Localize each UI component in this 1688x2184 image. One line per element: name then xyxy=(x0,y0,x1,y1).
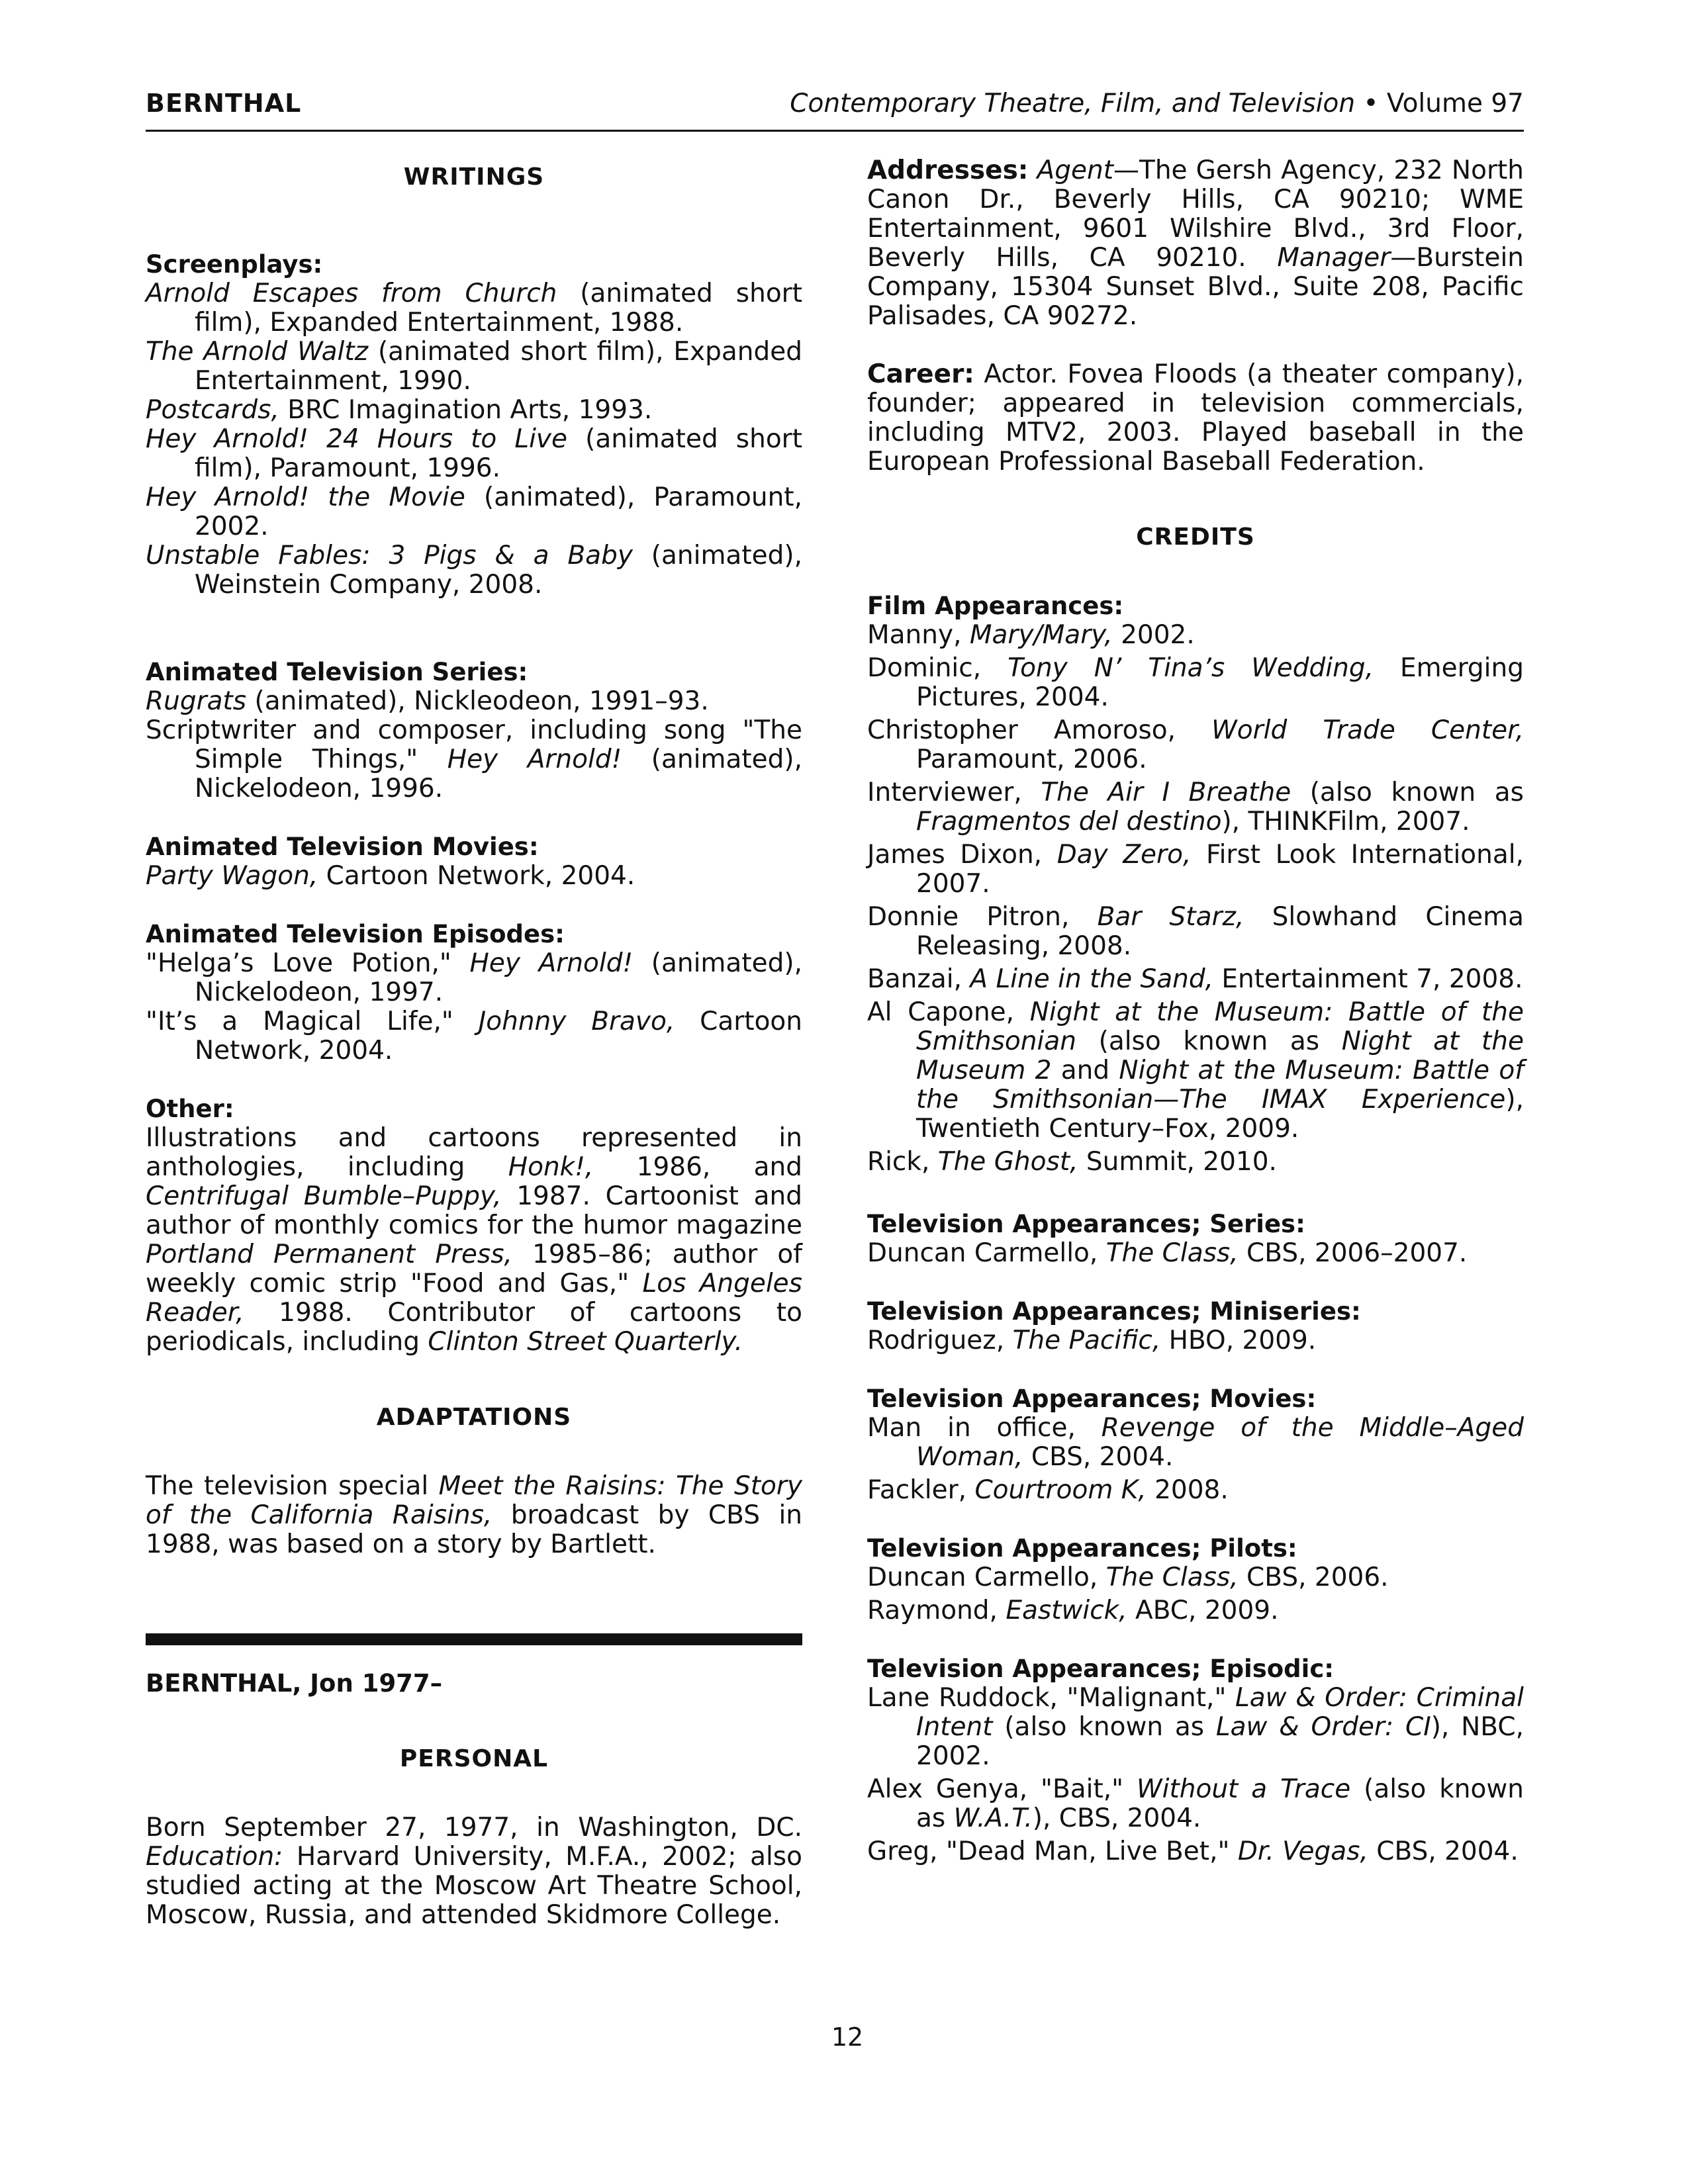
credit-title: Day Zero, xyxy=(1056,840,1192,870)
credit-title: The Air I Breathe xyxy=(1041,778,1291,807)
text-run: 1985–86; author of weekly comic strip "Food and Gas," xyxy=(146,1240,802,1298)
subhead-other: Other: xyxy=(146,1095,234,1123)
credit-detail: CBS, 2006. xyxy=(1238,1563,1389,1592)
text-run: —Burstein Company, 15304 Sunset Blvd., Suite 208, Pacific Palisades, CA 90272. xyxy=(867,243,1524,331)
credit-title: Night at the Museum 2 xyxy=(916,1026,1524,1085)
credit-detail: (animated), Nickleodeon, 1991–93. xyxy=(246,686,709,716)
subhead-screenplays: Screenplays: xyxy=(146,250,323,279)
credit-detail: (animated), Weinstein Company, 2008. xyxy=(195,541,802,600)
credit-title: W.A.T. xyxy=(953,1803,1033,1833)
credit-detail: (also known as xyxy=(1291,778,1524,807)
credit-detail: ABC, 2009. xyxy=(1127,1596,1279,1625)
credit-entry xyxy=(867,1476,1524,1505)
credit-title: Hey Arnold! 24 Hours to Live xyxy=(146,424,568,454)
credit-entry xyxy=(867,1775,1524,1833)
publication-title: Contemporary Theatre, Film, and Television xyxy=(790,89,1356,118)
text-italic: Portland Permanent Press, xyxy=(146,1240,512,1269)
credit-entry xyxy=(146,483,802,541)
credit-role: Dominic, xyxy=(867,653,1008,683)
credit-title: Revenge of the Middle–Aged Woman, xyxy=(916,1413,1524,1472)
credit-entry xyxy=(146,541,802,600)
credit-title: Arnold Escapes from Church xyxy=(146,279,557,308)
credit-role: Donnie Pitron, xyxy=(867,902,1098,932)
header-rule xyxy=(146,130,1524,132)
section-title-credits: CREDITS xyxy=(1136,523,1255,551)
credit-detail: (animated), Nickelodeon, 1996. xyxy=(195,745,802,803)
credit-entry xyxy=(867,1563,1524,1592)
credit-entry xyxy=(867,1239,1524,1268)
text-italic: Education: xyxy=(146,1842,283,1872)
label-career: Career: xyxy=(867,359,974,389)
credit-detail: Entertainment 7, 2008. xyxy=(1213,964,1523,994)
text-italic: Honk!, xyxy=(508,1152,594,1182)
credit-title: The Ghost, xyxy=(937,1147,1078,1177)
credit-entry xyxy=(867,1684,1524,1771)
credit-role: Alex Genya, "Bait," xyxy=(867,1774,1137,1804)
credit-title: Night at the Museum: Battle of the Smithsonian xyxy=(916,997,1524,1056)
credit-title: Courtroom K, xyxy=(974,1475,1147,1505)
text-run: 1988. Contributor of cartoons to periodicals, including xyxy=(146,1298,802,1357)
credit-role: Lane Ruddock, "Malignant," xyxy=(867,1683,1236,1713)
volume-label: • Volume 97 xyxy=(1355,89,1524,118)
text-italic: Meet the Raisins: The Story of the California Raisins, xyxy=(146,1471,802,1530)
credit-title: Party Wagon, xyxy=(146,861,318,891)
credit-entry xyxy=(867,841,1524,899)
credit-detail: Cartoon Network, 2004. xyxy=(318,861,635,891)
credit-title: Law & Order: CI xyxy=(1215,1712,1431,1742)
text-run: Harvard University, M.F.A., 2002; also studied acting at the Moscow Art Theatre School, Moscow, Russia, and attended Skidmore College. xyxy=(146,1842,802,1930)
credit-entry xyxy=(146,396,802,425)
credit-detail: ), CBS, 2004. xyxy=(1032,1803,1201,1833)
credit-role: Raymond, xyxy=(867,1596,1006,1625)
text-italic: Agent xyxy=(1037,156,1113,185)
credit-title: Postcards, xyxy=(146,395,279,425)
credit-entry xyxy=(867,654,1524,712)
credit-detail: BRC Imagination Arts, 1993. xyxy=(279,395,653,425)
text-run: Born September 27, 1977, in Washington, DC. xyxy=(146,1813,802,1843)
credit-title: A Line in the Sand, xyxy=(970,964,1213,994)
entry-divider-rule xyxy=(146,1633,802,1645)
credit-entry xyxy=(867,1148,1524,1177)
adaptations-paragraph xyxy=(146,1472,802,1559)
credit-entry xyxy=(867,903,1524,961)
section-title-adaptations: ADAPTATIONS xyxy=(376,1404,572,1431)
text-run: —The Gersh Agency, 232 North Canon Dr., Beverly Hills, CA 90210; WME Entertainment, 9601 Wilshire Blvd., 3rd Floor, Beverly Hills, CA 90210. xyxy=(867,156,1524,273)
section-title-writings: WRITINGS xyxy=(403,163,545,191)
subhead-animated-tv-movies: Animated Television Movies: xyxy=(146,833,539,861)
credit-detail: (animated short film), Expanded Entertainment, 1988. xyxy=(195,279,803,338)
credit-detail: (animated short film), Paramount, 1996. xyxy=(195,424,803,483)
credit-title: Bar Starz, xyxy=(1097,902,1244,932)
credit-title: Tony N’ Tina’s Wedding, xyxy=(1008,653,1374,683)
credit-title: Hey Arnold! the Movie xyxy=(146,482,465,512)
credit-detail: CBS, 2004. xyxy=(1368,1837,1519,1866)
credit-detail: 2008. xyxy=(1146,1475,1229,1505)
credit-detail: (also known as xyxy=(1076,1026,1342,1056)
subhead-animated-tv-series: Animated Television Series: xyxy=(146,658,528,686)
credit-title: The Class, xyxy=(1105,1563,1239,1592)
text-italic: Centrifugal Bumble–Puppy, xyxy=(146,1181,502,1211)
text-run: 1986, and xyxy=(593,1152,802,1182)
credit-detail: and xyxy=(1051,1056,1119,1085)
credit-title: The Arnold Waltz xyxy=(146,337,369,367)
credit-detail: (animated), Paramount, 2002. xyxy=(195,482,802,541)
credit-title: Mary/Mary, xyxy=(969,620,1113,650)
subhead-tv-miniseries: Television Appearances; Miniseries: xyxy=(867,1297,1361,1326)
credit-entry xyxy=(867,778,1524,837)
credit-detail: First Look International, 2007. xyxy=(916,840,1524,899)
credit-title: The Pacific, xyxy=(1012,1326,1161,1355)
text-run: Actor. Fovea Floods (a theater company), founder; appeared in television commercials, including MTV2, 2003. Played baseball in the European Professional Baseball Federation. xyxy=(867,359,1524,477)
credit-entry xyxy=(867,1837,1524,1866)
credit-entry xyxy=(867,1414,1524,1472)
credit-title: Johnny Bravo, xyxy=(478,1007,675,1036)
credit-title: Fragmentos del destino xyxy=(916,807,1222,837)
credit-detail: ), THINKFilm, 2007. xyxy=(1221,807,1470,837)
personal-paragraph xyxy=(146,1813,802,1930)
credit-entry xyxy=(867,1326,1524,1355)
credit-entry xyxy=(146,687,802,716)
credit-role: James Dixon, xyxy=(867,840,1057,870)
credit-role: Manny, xyxy=(867,620,970,650)
credit-role: "Helga’s Love Potion," xyxy=(146,948,470,978)
text-italic: Los Angeles Reader, xyxy=(146,1269,802,1328)
credit-role: Fackler, xyxy=(867,1475,975,1505)
section-title-personal: PERSONAL xyxy=(399,1745,549,1772)
credit-entry xyxy=(146,716,802,803)
credit-role: Banzai, xyxy=(867,964,970,994)
subhead-tv-series: Television Appearances; Series: xyxy=(867,1210,1305,1238)
credit-detail: (also known as xyxy=(992,1712,1216,1742)
credit-role: "It’s a Magical Life," xyxy=(146,1007,479,1036)
credit-detail: Paramount, 2006. xyxy=(916,745,1147,774)
subhead-film-appearances: Film Appearances: xyxy=(867,592,1124,620)
credit-title: Unstable Fables: 3 Pigs & a Baby xyxy=(146,541,633,570)
running-head-name: BERNTHAL xyxy=(146,89,302,118)
credit-detail: CBS, 2006–2007. xyxy=(1238,1238,1468,1268)
credit-title: Without a Trace xyxy=(1137,1774,1351,1804)
credit-role: Man in office, xyxy=(867,1413,1102,1443)
subhead-animated-tv-episodes: Animated Television Episodes: xyxy=(146,920,565,948)
credit-entry xyxy=(146,1007,802,1066)
entry-name: BERNTHAL, Jon 1977– xyxy=(146,1669,443,1698)
credit-entry xyxy=(867,965,1524,994)
page-number: 12 xyxy=(831,2023,864,2052)
running-head-title xyxy=(790,89,1524,118)
credit-role: Al Capone, xyxy=(867,997,1030,1027)
credit-role: Interviewer, xyxy=(867,778,1041,807)
credit-entry xyxy=(146,425,802,483)
label-addresses: Addresses: xyxy=(867,156,1029,185)
credit-entry xyxy=(146,279,802,338)
credit-detail: (also known as xyxy=(916,1774,1524,1833)
subhead-tv-episodic: Television Appearances; Episodic: xyxy=(867,1655,1335,1683)
credit-title: Night at the Museum: Battle of the Smithsonian—The IMAX Experience xyxy=(916,1056,1524,1115)
career-paragraph xyxy=(867,360,1524,477)
credit-entry xyxy=(146,862,802,891)
credit-role: Greg, "Dead Man, Live Bet," xyxy=(867,1837,1238,1866)
credit-detail: CBS, 2004. xyxy=(1023,1442,1174,1472)
credit-title: Rugrats xyxy=(146,686,247,716)
credit-role: Christopher Amoroso, xyxy=(867,715,1212,745)
credit-title: Eastwick, xyxy=(1006,1596,1127,1625)
other-paragraph xyxy=(146,1124,802,1357)
credit-detail: Cartoon Network, 2004. xyxy=(195,1007,803,1066)
subhead-tv-movies: Television Appearances; Movies: xyxy=(867,1385,1317,1413)
credit-entry xyxy=(867,716,1524,774)
credit-entry xyxy=(867,998,1524,1144)
credit-role: Duncan Carmello, xyxy=(867,1563,1106,1592)
credit-entry xyxy=(146,949,802,1007)
credit-detail: (animated short film), Expanded Entertainment, 1990. xyxy=(195,337,803,396)
credit-role: Duncan Carmello, xyxy=(867,1238,1106,1268)
credit-detail: 2002. xyxy=(1112,620,1195,650)
text-italic: Manager xyxy=(1277,243,1391,273)
credit-detail: (animated), Nickelodeon, 1997. xyxy=(195,948,802,1007)
credit-role: Rick, xyxy=(867,1147,938,1177)
credit-title: Law & Order: Criminal Intent xyxy=(916,1683,1524,1742)
text-run: Illustrations and cartoons represented in anthologies, including xyxy=(146,1123,802,1182)
left-column xyxy=(146,156,802,1930)
credit-entry xyxy=(867,1596,1524,1625)
credit-detail: Slowhand Cinema Releasing, 2008. xyxy=(916,902,1524,961)
credit-title: Hey Arnold! xyxy=(469,948,633,978)
credit-entry xyxy=(146,338,802,396)
credit-detail: Summit, 2010. xyxy=(1078,1147,1277,1177)
credit-detail: Emerging Pictures, 2004. xyxy=(916,653,1524,712)
credit-title: World Trade Center, xyxy=(1211,715,1524,745)
text-run: The television special xyxy=(146,1471,439,1501)
text-run: 1987. Cartoonist and author of monthly comics for the humor magazine xyxy=(146,1181,802,1240)
credit-title: Dr. Vegas, xyxy=(1237,1837,1368,1866)
credit-role: Scriptwriter and composer, including song "The Simple Things," xyxy=(146,715,802,774)
addresses-paragraph xyxy=(867,156,1524,331)
credit-detail: ), NBC, 2002. xyxy=(916,1712,1524,1771)
text-run: broadcast by CBS in 1988, was based on a story by Bartlett. xyxy=(146,1500,802,1559)
credit-title: Hey Arnold! xyxy=(447,745,622,774)
credit-entry xyxy=(867,621,1524,650)
subhead-tv-pilots: Television Appearances; Pilots: xyxy=(867,1534,1297,1563)
right-column xyxy=(867,156,1524,1866)
credit-role: Rodriguez, xyxy=(867,1326,1013,1355)
film-list xyxy=(867,621,1524,1177)
credit-title: The Class, xyxy=(1105,1238,1239,1268)
text-italic: Clinton Street Quarterly. xyxy=(428,1327,743,1357)
credit-detail: HBO, 2009. xyxy=(1160,1326,1317,1355)
screenplays-list xyxy=(146,279,802,600)
credit-detail: ), Twentieth Century–Fox, 2009. xyxy=(916,1085,1524,1144)
